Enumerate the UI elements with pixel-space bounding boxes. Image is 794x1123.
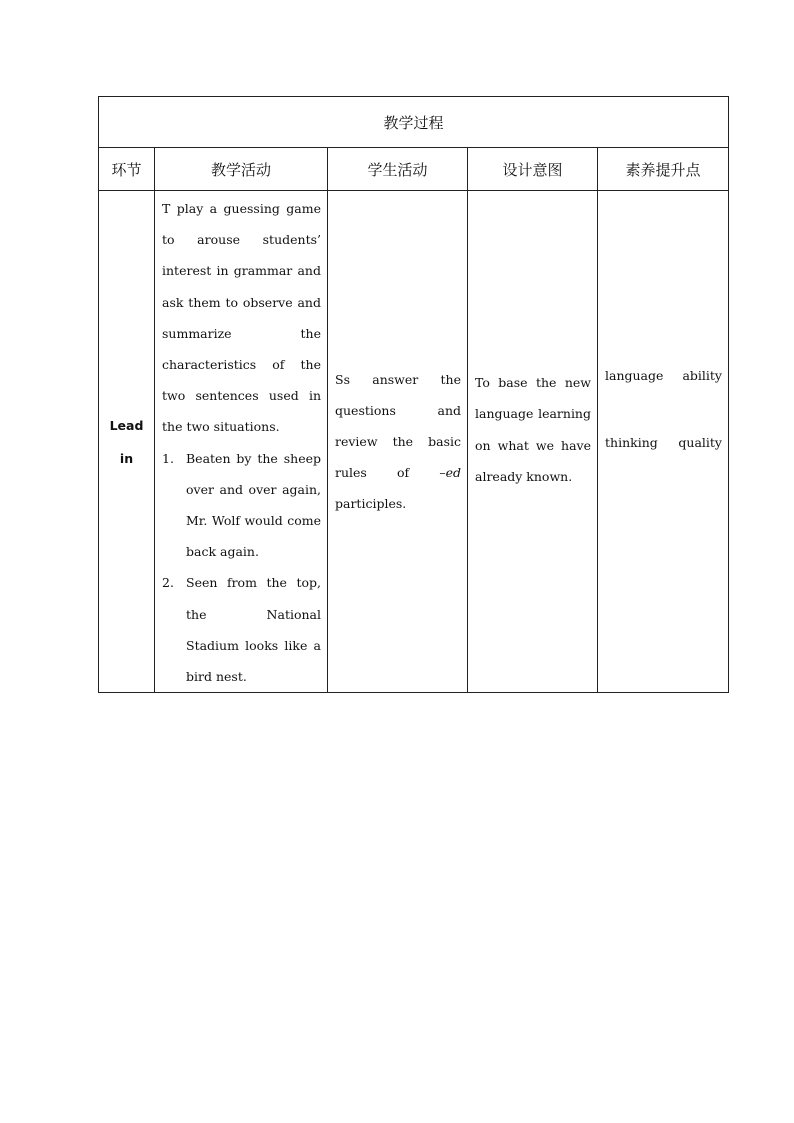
stage-cell	[99, 191, 155, 693]
quality-point: thinking quality	[605, 435, 722, 451]
table-title: 教学过程	[99, 97, 729, 148]
lesson-plan-table	[98, 96, 729, 693]
title-row	[99, 97, 729, 148]
header-student-activity: 学生活动	[328, 148, 468, 191]
list-item-text: Beaten by the sheep over and over again, Mr. Wolf would come back again.	[186, 450, 321, 560]
quality-points-cell	[598, 191, 729, 693]
teacher-activity-intro: T play a guessing game to arouse students’ interest in grammar and ask them to observe and summarize the characteristics of the two sentences used in the two situations.	[162, 201, 321, 435]
list-item-text: Seen from the top, the National Stadium looks like a bird nest.	[186, 575, 321, 685]
design-intent-text: To base the new language learning on what we have already known.	[475, 375, 591, 484]
student-activity-text: Ss answer the questions and review the basic rules of –ed participles.	[335, 371, 461, 512]
teacher-activity-cell	[155, 191, 328, 693]
header-quality-points: 素养提升点	[598, 148, 729, 191]
header-teacher-activity: 教学活动	[155, 148, 328, 191]
header-design-intent: 设计意图	[468, 148, 598, 191]
table-row	[99, 191, 729, 693]
list-item	[162, 443, 321, 568]
quality-point: language ability	[605, 368, 722, 384]
list-item-number: 2.	[162, 575, 174, 591]
example-sentence-list	[162, 443, 321, 693]
student-activity-cell	[328, 191, 468, 693]
stage-label-line1: Lead	[109, 417, 144, 433]
design-intent-cell	[468, 191, 598, 693]
header-row	[99, 148, 729, 191]
header-stage: 环节	[99, 148, 155, 191]
list-item-number: 1.	[162, 450, 174, 466]
stage-label-line2: in	[119, 450, 134, 466]
ed-suffix: –ed	[439, 465, 461, 481]
list-item	[162, 567, 321, 692]
